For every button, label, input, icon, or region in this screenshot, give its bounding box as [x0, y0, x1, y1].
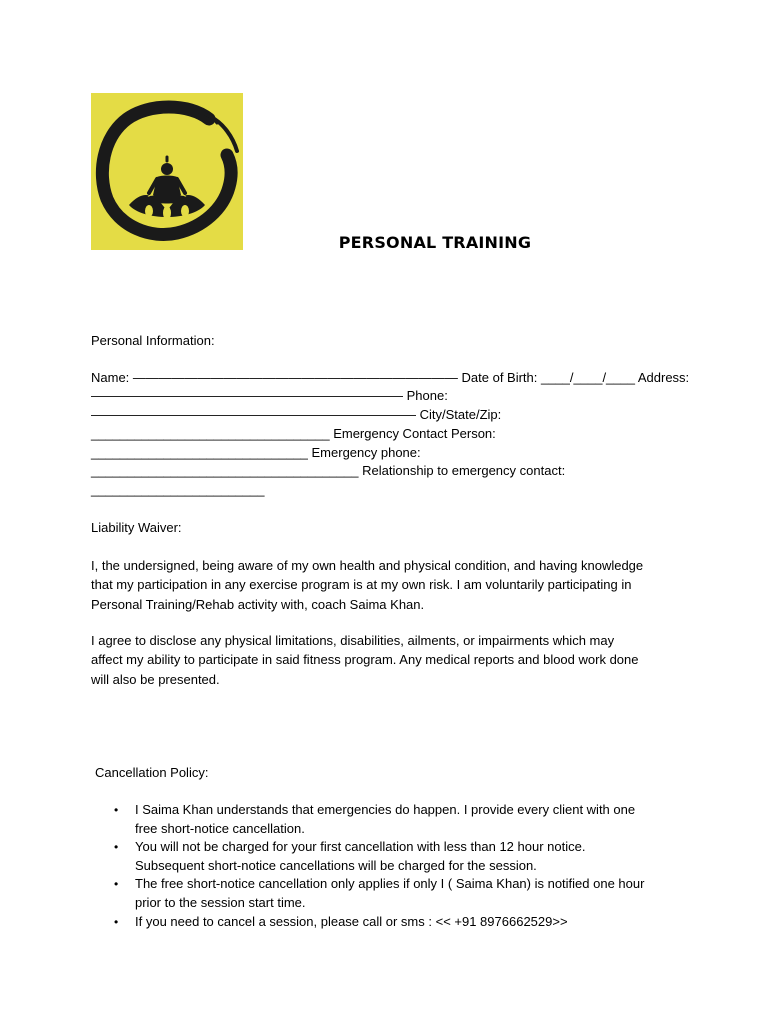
form-line-relationship-blank: ________________________: [91, 482, 265, 497]
logo: [91, 93, 243, 250]
document-title: PERSONAL TRAINING: [338, 233, 532, 252]
bullet-icon: •: [114, 914, 119, 929]
liability-heading: Liability Waiver:: [91, 520, 182, 535]
form-line-phone: ———————————————————————— Phone:: [91, 388, 448, 403]
form-line-relationship: _____________________________________ Relationship to emergency contact:: [91, 463, 566, 478]
list-item-text: If you need to cancel a session, please call or sms : << +91 8976662529>>: [135, 913, 568, 929]
list-item-text: I Saima Khan understands that emergencies do happen. I provide every client with one: [135, 802, 636, 817]
list-item: [91, 913, 711, 932]
paragraph-line: affect my ability to participate in said fitness program. Any medical reports and blood work done: [91, 652, 639, 668]
list-item-text: Subsequent short-notice cancellations will be charged for the session.: [135, 857, 537, 873]
personal-info-heading: Personal Information:: [91, 333, 215, 348]
form-line-emergency-contact: _________________________________ Emergency Contact Person:: [91, 426, 496, 441]
form-line-name-dob-address: Name: ————————————————————————— Date of Birth: ____/____/____ Address:: [91, 370, 690, 385]
bullet-icon: •: [114, 840, 119, 855]
list-item-text: prior to the session start time.: [135, 894, 306, 910]
list-item: [91, 875, 711, 912]
liability-paragraph-2: [91, 631, 691, 689]
meditating-figure-enso-circle-icon: [91, 93, 243, 250]
paragraph-line: will also be presented.: [91, 671, 220, 687]
list-item-text: You will not be charged for your first cancellation with less than 12 hour notice.: [135, 839, 586, 855]
liability-paragraph-1: [91, 556, 691, 614]
bullet-icon: •: [114, 877, 119, 892]
list-item-text: The free short-notice cancellation only applies if only I ( Saima Khan) is notified one hour: [135, 876, 645, 892]
form-line-city-state-zip: ————————————————————————— City/State/Zip:: [91, 407, 502, 422]
cancellation-list: [91, 801, 711, 931]
list-item: [91, 801, 711, 838]
bullet-icon: •: [114, 803, 119, 817]
paragraph-line: that my participation in any exercise program is at my own risk. I am voluntarily participating in: [91, 577, 632, 593]
list-item: [91, 838, 711, 875]
paragraph-line: Personal Training/Rehab activity with, coach Saima Khan.: [91, 596, 425, 612]
paragraph-line: I, the undersigned, being aware of my own health and physical condition, and having knowledge: [91, 558, 644, 573]
list-item-text: free short-notice cancellation.: [135, 820, 305, 836]
form-line-emergency-phone: ______________________________ Emergency phone:: [91, 445, 421, 460]
paragraph-line: I agree to disclose any physical limitations, disabilities, ailments, or impairments which may: [91, 633, 615, 648]
cancellation-heading: Cancellation Policy:: [95, 765, 209, 780]
